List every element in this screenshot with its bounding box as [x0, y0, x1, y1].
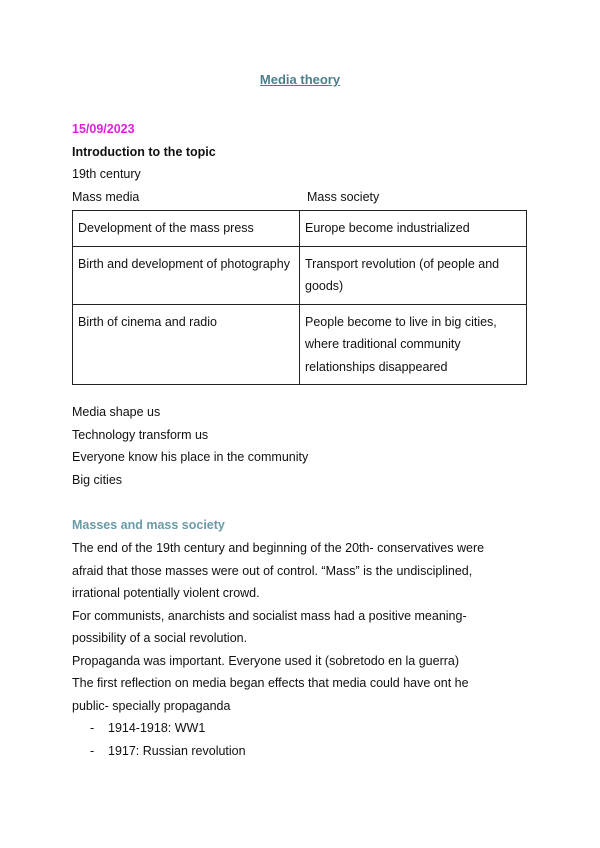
- paragraph-line: irrational potentially violent crowd.: [72, 586, 260, 600]
- date-label: 15/09/2023: [72, 122, 135, 136]
- table-cell: People become to live in big cities, where traditional community relationships disappeared: [300, 304, 527, 385]
- bullet-item: [90, 720, 205, 736]
- note-line: Technology transform us: [72, 428, 209, 442]
- table-cell: Birth and development of photography: [73, 246, 300, 304]
- table-row: [73, 246, 527, 304]
- column-label-mass-media: Mass media: [72, 190, 140, 204]
- section-heading-masses: Masses and mass society: [72, 518, 225, 532]
- section-heading-intro: Introduction to the topic: [72, 145, 216, 159]
- paragraph-line: The first reflection on media began effects that media could have ont he: [72, 676, 469, 690]
- bullet-dash: -: [90, 721, 95, 735]
- century-label: 19th century: [72, 167, 141, 181]
- paragraph-line: The end of the 19th century and beginning of the 20th- conservatives were: [72, 541, 485, 555]
- column-label-mass-society: Mass society: [307, 190, 380, 204]
- table-cell: Transport revolution (of people and goods): [300, 246, 527, 304]
- note-line: Media shape us: [72, 405, 161, 419]
- bullet-item: [90, 743, 246, 759]
- comparison-table: [72, 210, 527, 385]
- table-row: [73, 304, 527, 385]
- page-title: Media theory: [259, 72, 341, 87]
- table-cell: Europe become industrialized: [300, 211, 527, 247]
- bullet-dash: -: [90, 744, 95, 758]
- paragraph-line: afraid that those masses were out of control. “Mass” is the undisciplined,: [72, 564, 473, 578]
- bullet-text: 1917: Russian revolution: [108, 744, 246, 758]
- paragraph-line: For communists, anarchists and socialist mass had a positive meaning-: [72, 609, 467, 623]
- table-row: [73, 211, 527, 247]
- table-cell: Development of the mass press: [73, 211, 300, 247]
- paragraph-line: Propaganda was important. Everyone used it (sobretodo en la guerra): [72, 654, 460, 668]
- note-line: Everyone know his place in the community: [72, 450, 309, 464]
- bullet-text: 1914-1918: WW1: [108, 721, 206, 735]
- paragraph-line: public- specially propaganda: [72, 699, 231, 713]
- note-line: Big cities: [72, 473, 123, 487]
- table-cell: Birth of cinema and radio: [73, 304, 300, 385]
- paragraph-line: possibility of a social revolution.: [72, 631, 248, 645]
